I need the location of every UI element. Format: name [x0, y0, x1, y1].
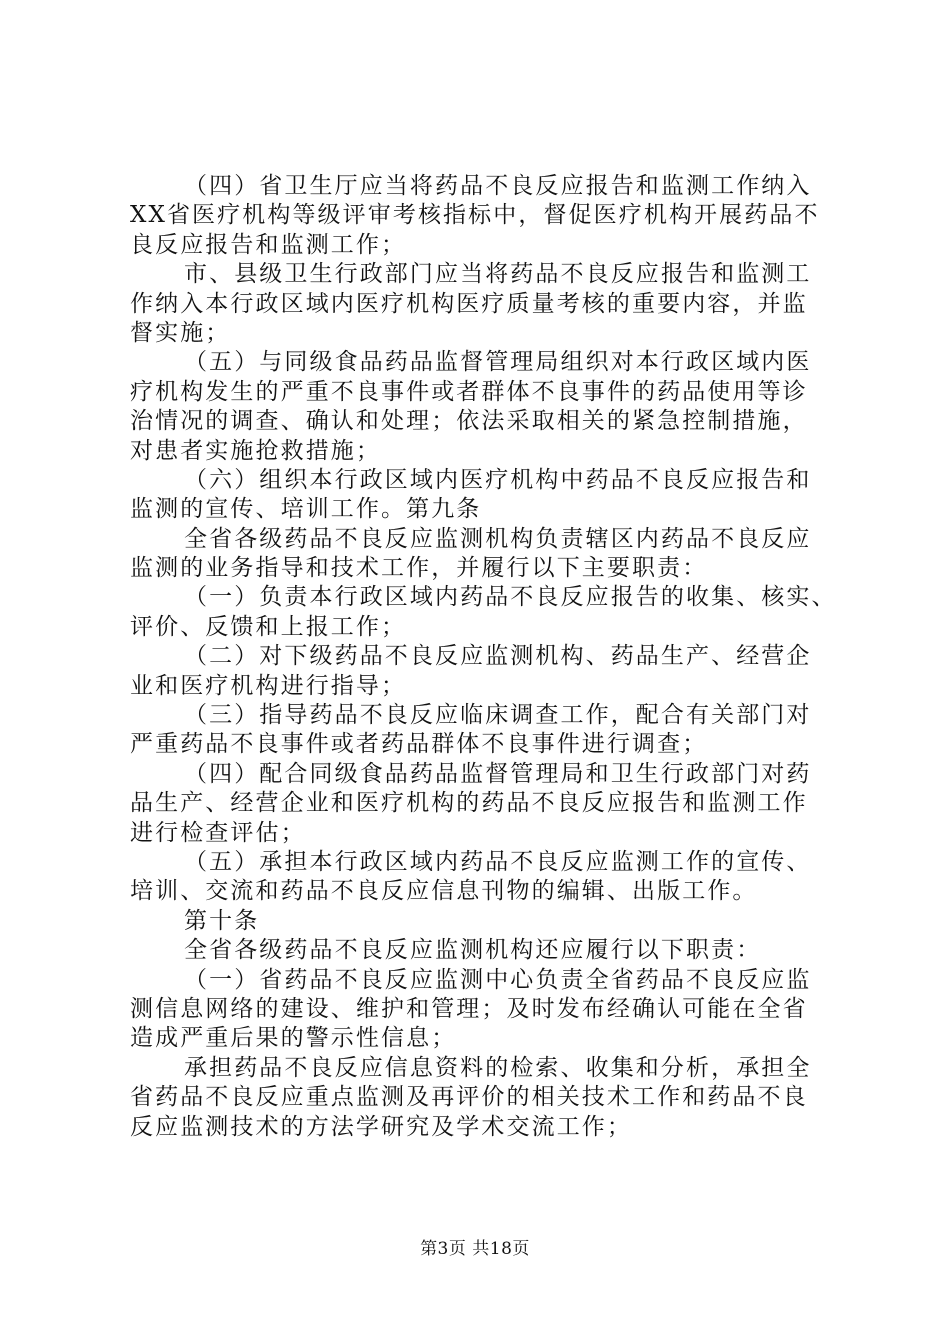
text-line: 治情况的调查、确认和处理；依法采取相关的紧急控制措施，	[130, 408, 808, 435]
text-line: 反应监测技术的方法学研究及学术交流工作；	[130, 1113, 632, 1140]
text-line: 造成严重后果的警示性信息；	[130, 1025, 457, 1052]
text-line: 监测的宣传、培训工作。第九条	[130, 496, 482, 523]
text-line: （四）配合同级食品药品监督管理局和卫生行政部门对药	[184, 760, 812, 787]
text-line: 全省各级药品不良反应监测机构负责辖区内药品不良反应	[184, 525, 812, 552]
text-line: XX省医疗机构等级评审考核指标中，督促医疗机构开展药品不	[130, 202, 820, 229]
text-line: 对患者实施抢救措施；	[130, 437, 381, 464]
text-line: 业和医疗机构进行指导；	[130, 672, 407, 699]
text-line: 全省各级药品不良反应监测机构还应履行以下职责：	[184, 937, 762, 964]
page-number-label: 第3页 共18页	[420, 1239, 530, 1259]
text-line: 严重药品不良事件或者药品群体不良事件进行调查；	[130, 731, 708, 758]
body-text	[130, 172, 837, 1142]
text-line: （五）与同级食品药品监督管理局组织对本行政区域内医	[184, 349, 812, 376]
text-line: 培训、交流和药品不良反应信息刊物的编辑、出版工作。	[130, 878, 758, 905]
text-line: 市、县级卫生行政部门应当将药品不良反应报告和监测工	[184, 261, 812, 288]
text-line: 品生产、经营企业和医疗机构的药品不良反应报告和监测工作	[130, 790, 808, 817]
text-line: 督实施；	[130, 319, 231, 346]
text-line: （三）指导药品不良反应临床调查工作，配合有关部门对	[184, 702, 812, 729]
text-line: （六）组织本行政区域内医疗机构中药品不良反应报告和	[184, 466, 812, 493]
text-line: 第十条	[184, 907, 260, 934]
page-footer	[0, 1238, 950, 1260]
text-line: 省药品不良反应重点监测及再评价的相关技术工作和药品不良	[130, 1084, 808, 1111]
text-line: （五）承担本行政区域内药品不良反应监测工作的宣传、	[184, 848, 812, 875]
text-line: 良反应报告和监测工作；	[130, 231, 407, 258]
text-line: （一）负责本行政区域内药品不良反应报告的收集、核实、	[184, 584, 837, 611]
text-line: 监测的业务指导和技术工作，并履行以下主要职责：	[130, 555, 708, 582]
text-line: （一）省药品不良反应监测中心负责全省药品不良反应监	[184, 966, 812, 993]
text-line: （二）对下级药品不良反应监测机构、药品生产、经营企	[184, 643, 812, 670]
text-line: 承担药品不良反应信息资料的检索、收集和分析，承担全	[184, 1054, 812, 1081]
text-line: 进行检查评估；	[130, 819, 306, 846]
text-line: 测信息网络的建设、维护和管理；及时发布经确认可能在全省	[130, 995, 808, 1022]
text-line: （四）省卫生厅应当将药品不良反应报告和监测工作纳入	[184, 173, 812, 199]
text-line: 评价、反馈和上报工作；	[130, 613, 407, 640]
text-line: 作纳入本行政区域内医疗机构医疗质量考核的重要内容，并监	[130, 290, 808, 317]
text-line: 疗机构发生的严重不良事件或者群体不良事件的药品使用等诊	[130, 378, 808, 405]
